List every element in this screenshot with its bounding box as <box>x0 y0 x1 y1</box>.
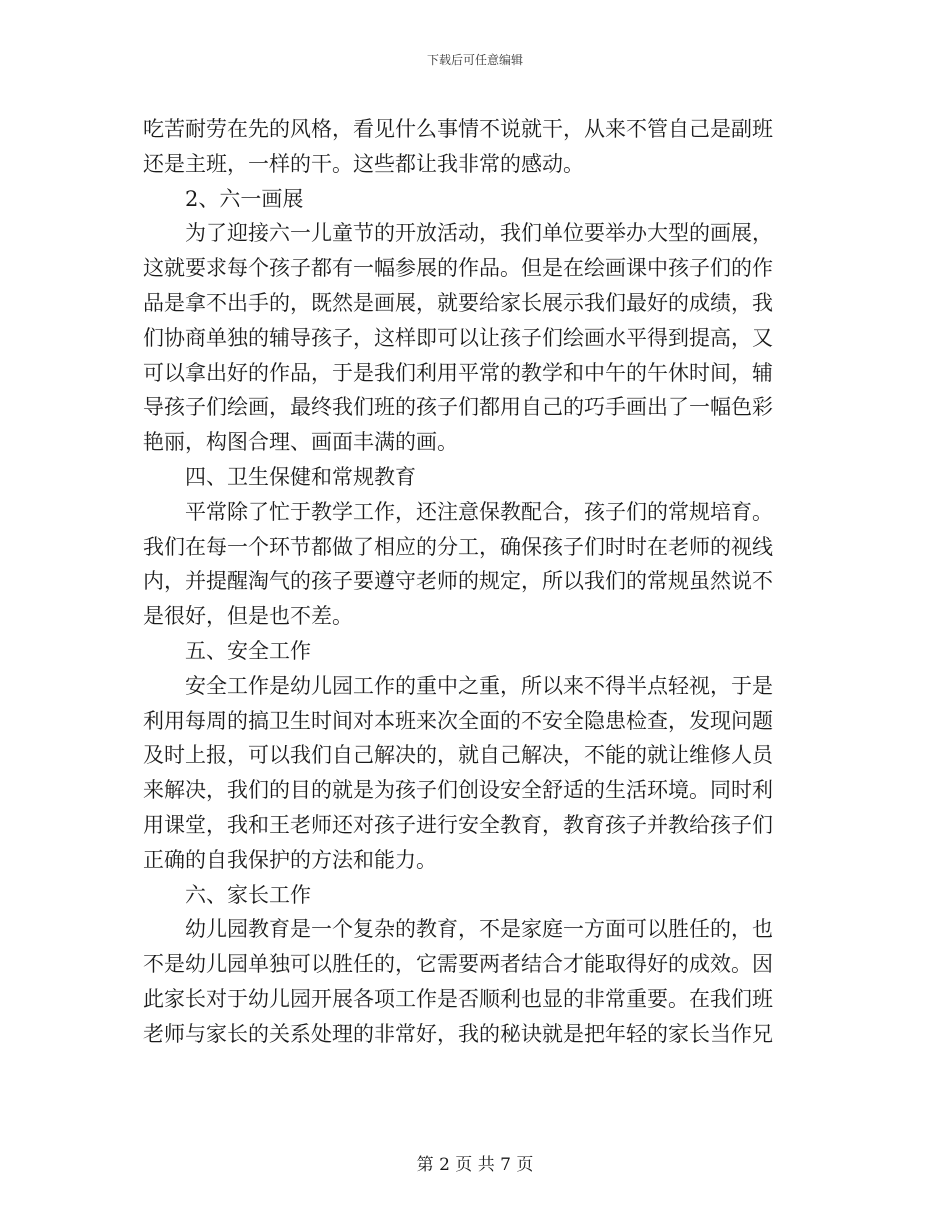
text-line: 艳丽，构图合理、画面丰满的画。 <box>143 430 458 455</box>
text-line: 老师与家长的关系处理的非常好，我的秘诀就是把年轻的家长当作兄 <box>143 1021 773 1046</box>
text-line: 来解决，我们的目的就是为孩子们创设安全舒适的生活环境。同时利 <box>143 778 773 803</box>
document-body <box>143 112 808 1052</box>
text-line: 们协商单独的辅导孩子，这样即可以让孩子们绘画水平得到提高，又 <box>143 325 773 350</box>
text-line: 六、家长工作 <box>185 882 311 907</box>
page-header-note: 下载后可任意编辑 <box>426 53 523 67</box>
text-line: 是很好，但是也不差。 <box>143 604 353 629</box>
text-line: 导孩子们绘画，最终我们班的孩子们都用自己的巧手画出了一幅色彩 <box>143 395 773 420</box>
page-number: 第 2 页 共 7 页 <box>416 1155 534 1175</box>
text-line: 用课堂，我和王老师还对孩子进行安全教育，教育孩子并教给孩子们 <box>143 812 773 837</box>
text-line: 五、安全工作 <box>185 638 311 663</box>
text-line: 品是拿不出手的，既然是画展，就要给家长展示我们最好的成绩，我 <box>143 290 773 315</box>
text-line: 及时上报，可以我们自己解决的，就自己解决，不能的就让维修人员 <box>143 743 773 768</box>
text-line: 不是幼儿园单独可以胜任的，它需要两者结合才能取得好的成效。因 <box>143 952 773 977</box>
text-line: 安全工作是幼儿园工作的重中之重，所以来不得半点轻视，于是 <box>185 673 773 698</box>
text-line: 平常除了忙于教学工作，还注意保教配合，孩子们的常规培育。 <box>185 499 773 524</box>
text-line: 幼儿园教育是一个复杂的教育，不是家庭一方面可以胜任的，也 <box>185 917 773 942</box>
text-line: 可以拿出好的作品，于是我们利用平常的教学和中午的午休时间，辅 <box>143 360 773 385</box>
text-line: 正确的自我保护的方法和能力。 <box>143 847 437 872</box>
text-line: 此家长对于幼儿园开展各项工作是否顺利也显的非常重要。在我们班 <box>143 986 773 1011</box>
text-line: 吃苦耐劳在先的风格，看见什么事情不说就干，从来不管自己是副班 <box>143 117 773 141</box>
text-line: 我们在每一个环节都做了相应的分工，确保孩子们时时在老师的视线 <box>143 534 773 559</box>
text-line: 内，并提醒淘气的孩子要遵守老师的规定，所以我们的常规虽然说不 <box>143 569 773 594</box>
text-line: 这就要求每个孩子都有一幅参展的作品。但是在绘画课中孩子们的作 <box>143 256 773 281</box>
text-line: 四、卫生保健和常规教育 <box>185 464 416 489</box>
text-line: 2、六一画展 <box>185 186 304 211</box>
text-line: 还是主班，一样的干。这些都让我非常的感动。 <box>143 151 584 176</box>
text-line: 为了迎接六一儿童节的开放活动，我们单位要举办大型的画展， <box>185 221 773 246</box>
text-line: 利用每周的搞卫生时间对本班来次全面的不安全隐患检查，发现问题 <box>143 708 773 733</box>
